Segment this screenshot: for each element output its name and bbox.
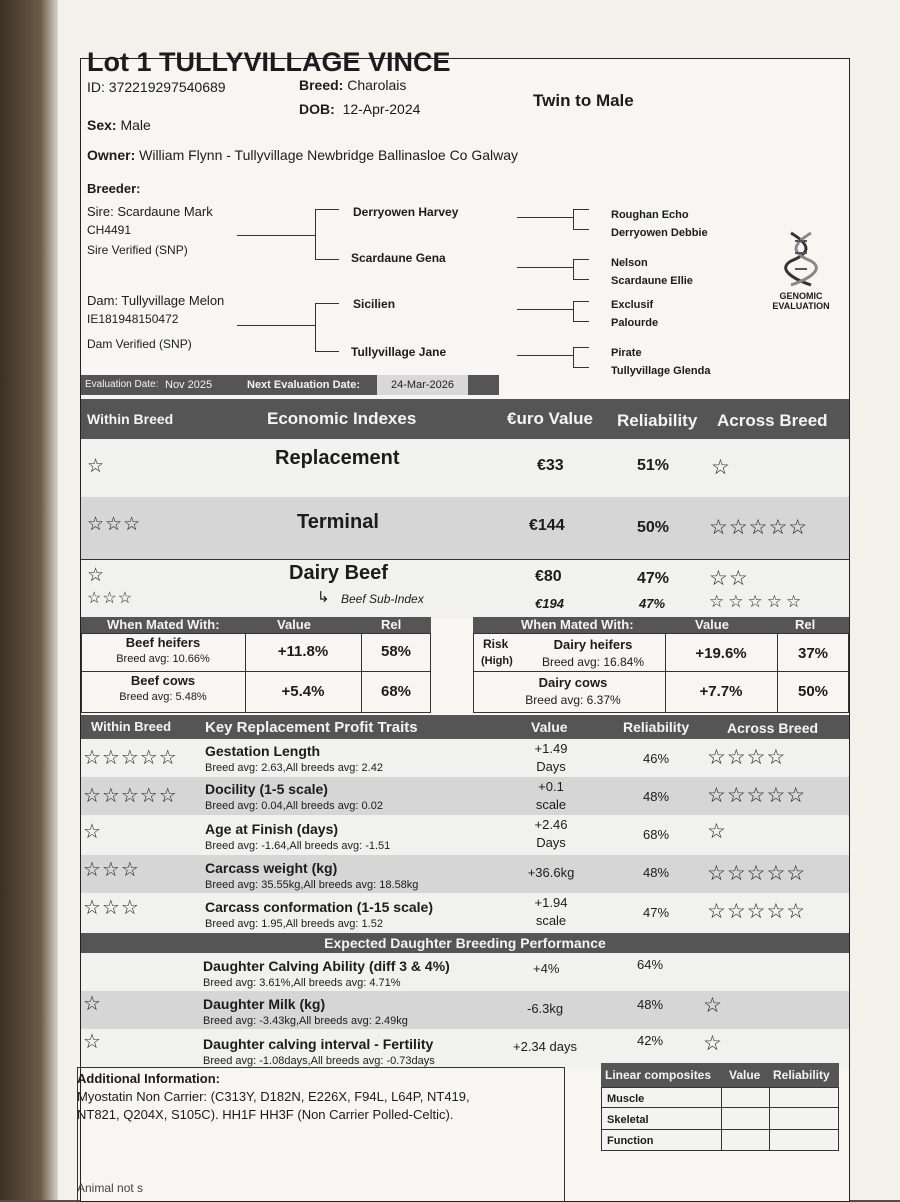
within-breed-heading: Within Breed <box>91 719 172 734</box>
index-name: Dairy Beef <box>289 562 388 584</box>
sex-label: Sex: <box>87 117 117 133</box>
dob-label: DOB: <box>299 101 335 117</box>
traits-header <box>81 715 849 739</box>
pedigree-line <box>517 355 573 356</box>
trait-value: +0.1 <box>538 779 564 794</box>
within-breed-stars: ☆ <box>87 565 106 586</box>
daughter-trait-name: Daughter calving interval - Fertility <box>203 1036 434 1052</box>
sire-sire: Derryowen Harvey <box>353 205 459 219</box>
pedigree-line <box>573 321 589 322</box>
additional-info-line: Myostatin Non Carrier: (C313Y, D182N, E226X, F94L, L64P, NT419, <box>77 1089 470 1104</box>
sire-dam: Scardaune Gena <box>351 251 446 265</box>
sub-index-value: €194 <box>535 596 564 611</box>
daughter-header: Expected Daughter Breeding Performance <box>81 933 849 953</box>
trait-row <box>81 777 849 815</box>
dam-verified: Dam Verified (SNP) <box>87 337 192 351</box>
index-name: Terminal <box>297 511 379 533</box>
trait-row <box>81 739 849 777</box>
table-divider <box>721 1087 722 1151</box>
pedigree-line <box>315 259 339 260</box>
trait-reliability: 46% <box>643 751 670 766</box>
pedigree-line <box>315 209 339 210</box>
table-divider <box>769 1087 770 1151</box>
daughter-row <box>81 991 849 1029</box>
next-evaluation-label: Next Evaluation Date: <box>247 379 361 391</box>
linear-row-function: Function <box>607 1135 654 1147</box>
mated-row-avg: Breed avg: 5.48% <box>119 691 207 703</box>
pedigree-line <box>315 209 316 259</box>
lot-title: Lot 1 TULLYVILLAGE VINCE <box>87 47 451 77</box>
trait-row <box>81 855 849 893</box>
across-breed-heading: Across Breed <box>727 720 819 736</box>
pedigree-line <box>573 209 589 210</box>
traits-heading: Key Replacement Profit Traits <box>205 719 418 736</box>
daughter-trait-avg: Breed avg: 3.61%,All breeds avg: 4.71% <box>203 977 401 989</box>
grandparent-4: Scardaune Ellie <box>611 275 693 287</box>
index-reliability: 47% <box>637 570 670 587</box>
dam-sire: Sicilien <box>353 297 396 311</box>
mated-row-name: Dairy heifers <box>553 637 633 652</box>
when-mated-heading: When Mated With: <box>521 617 634 632</box>
within-breed-stars: ☆☆☆ <box>83 859 140 881</box>
table-divider <box>601 1129 839 1130</box>
dob-line <box>299 101 420 117</box>
value-heading: Value <box>531 719 568 735</box>
pedigree-line <box>573 301 574 321</box>
dna-icon <box>781 231 821 287</box>
within-breed-stars: ☆ <box>83 993 102 1015</box>
trait-value: +1.94 <box>534 895 568 910</box>
table-divider <box>81 671 431 672</box>
within-breed-stars: ☆☆☆☆☆ <box>83 785 178 807</box>
across-breed-stars: ☆☆☆☆☆ <box>707 862 807 885</box>
across-breed-stars: ☆☆ <box>709 567 749 590</box>
evaluation-date-value: Nov 2025 <box>165 379 213 391</box>
euro-value-heading: €uro Value <box>507 409 593 428</box>
within-breed-stars: ☆ <box>83 1031 102 1053</box>
owner-value: William Flynn - Tullyvillage Newbridge Ballinasloe Co Galway <box>139 147 519 163</box>
index-name: Replacement <box>275 447 400 469</box>
across-breed-stars: ☆ <box>703 994 723 1017</box>
sex-line <box>87 117 151 133</box>
trait-value: +2.46 <box>534 817 568 832</box>
trait-avg: Breed avg: 1.95,All breeds avg: 1.52 <box>205 918 383 930</box>
mated-row-avg: Breed avg: 6.37% <box>525 693 621 707</box>
mated-left-header <box>81 617 431 633</box>
value-heading: Value <box>277 617 311 632</box>
pedigree-line <box>573 347 589 348</box>
grandparent-8: Tullyvillage Glenda <box>611 365 711 377</box>
index-euro-value: €80 <box>535 568 562 585</box>
pedigree-line <box>517 309 573 310</box>
trait-avg: Breed avg: -1.64,All breeds avg: -1.51 <box>205 840 391 852</box>
when-mated-heading: When Mated With: <box>107 617 220 632</box>
trait-reliability: 48% <box>643 789 670 804</box>
economic-indexes-header <box>81 399 849 439</box>
index-row-terminal <box>81 497 849 559</box>
pedigree-line <box>573 301 589 302</box>
daughter-trait-value: -6.3kg <box>527 1001 564 1016</box>
daughter-trait-reliability: 64% <box>637 957 664 972</box>
grandparent-5: Exclusif <box>611 299 654 311</box>
mated-row-value: +5.4% <box>281 683 325 700</box>
linear-row-skeletal: Skeletal <box>607 1114 649 1126</box>
across-breed-stars: ☆ <box>707 820 727 843</box>
sub-index-arrow-icon: ↳ <box>317 589 330 606</box>
pedigree-line <box>237 325 315 326</box>
trait-name: Gestation Length <box>205 743 321 759</box>
across-breed-stars: ☆☆☆☆☆ <box>707 784 807 807</box>
sex-value: Male <box>120 117 151 133</box>
mated-right-header <box>473 617 849 633</box>
value-heading: Value <box>695 617 729 632</box>
trait-avg: Breed avg: 35.55kg,All breeds avg: 18.58kg <box>205 879 419 891</box>
reliability-heading: Reliability <box>623 719 690 735</box>
grandparent-7: Pirate <box>611 347 642 359</box>
trait-unit: scale <box>535 913 567 928</box>
index-reliability: 51% <box>637 457 670 474</box>
mated-row-value: +11.8% <box>277 643 329 660</box>
within-breed-stars: ☆ <box>87 456 106 477</box>
across-breed-stars: ☆☆☆☆☆ <box>709 516 809 539</box>
within-breed-heading: Within Breed <box>87 411 174 427</box>
pedigree-line <box>573 259 574 279</box>
evaluation-date-label: Evaluation Date: <box>85 379 159 390</box>
sire-name: Sire: Scardaune Mark <box>87 204 213 219</box>
trait-row <box>81 893 849 933</box>
genomic-label-1: GENOMIC <box>779 291 823 301</box>
risk-level: (High) <box>481 655 513 667</box>
sire-verified: Sire Verified (SNP) <box>87 243 188 257</box>
mated-row-rel: 37% <box>797 645 829 662</box>
mated-row-name: Beef heifers <box>125 635 201 650</box>
trait-reliability: 47% <box>643 905 670 920</box>
next-evaluation-value: 24-Mar-2026 <box>377 375 468 395</box>
daughter-trait-avg: Breed avg: -1.08days,All breeds avg: -0.73days <box>203 1055 435 1067</box>
dam-name: Dam: Tullyvillage Melon <box>87 293 225 308</box>
daughter-row <box>81 953 849 991</box>
mated-row-name: Beef cows <box>130 673 196 688</box>
trait-name: Carcass weight (kg) <box>205 860 338 876</box>
breed-line <box>299 77 406 93</box>
daughter-row <box>81 1029 849 1067</box>
daughter-trait-value: +2.34 days <box>513 1039 577 1054</box>
owner-label: Owner: <box>87 147 136 163</box>
value-heading: Value <box>729 1068 761 1082</box>
reliability-heading: Reliability <box>617 411 698 430</box>
trait-avg: Breed avg: 2.63,All breeds avg: 2.42 <box>205 762 383 774</box>
daughter-trait-reliability: 48% <box>637 997 664 1012</box>
trait-unit: Days <box>536 759 566 774</box>
twin-note: Twin to Male <box>533 91 634 110</box>
pedigree-line <box>573 259 589 260</box>
linear-row-muscle: Muscle <box>607 1093 645 1105</box>
mated-row-value: +7.7% <box>699 683 743 700</box>
mated-row-avg: Breed avg: 10.66% <box>116 653 210 665</box>
mated-row-rel: 68% <box>380 683 412 700</box>
across-breed-stars: ☆ <box>711 456 731 479</box>
daughter-trait-reliability: 42% <box>637 1033 664 1048</box>
mated-row-rel: 58% <box>380 643 412 660</box>
trait-value: +36.6kg <box>527 865 575 880</box>
linear-composites-heading: Linear composites <box>605 1068 712 1082</box>
daughter-trait-name: Daughter Milk (kg) <box>203 996 326 1012</box>
trait-unit: Days <box>536 835 566 850</box>
sub-index-across-stars: ☆☆☆☆☆ <box>709 592 806 611</box>
index-euro-value: €144 <box>529 517 565 534</box>
owner-line <box>87 147 518 163</box>
across-breed-stars: ☆☆☆☆☆ <box>707 900 807 923</box>
pedigree-line <box>315 303 339 304</box>
risk-label: Risk <box>483 637 509 651</box>
reliability-heading: Reliability <box>773 1068 830 1082</box>
id-value: 372219297540689 <box>108 79 226 95</box>
sub-index-within-stars: ☆☆☆ <box>87 590 134 607</box>
id-label: ID: <box>87 79 105 95</box>
daughter-trait-value: +4% <box>533 961 560 976</box>
trait-unit: scale <box>535 797 567 812</box>
additional-info-line: NT821, Q204X, S105C). HH1F HH3F (Non Carrier Polled-Celtic). <box>77 1107 454 1122</box>
within-breed-stars: ☆☆☆☆☆ <box>83 747 178 769</box>
sub-index-name: Beef Sub-Index <box>341 592 424 606</box>
economic-indexes-heading: Economic Indexes <box>267 409 417 428</box>
dam-code: IE181948150472 <box>87 312 179 326</box>
binder-spine <box>0 0 58 1200</box>
breed-label: Breed: <box>299 77 344 93</box>
grandparent-6: Palourde <box>611 317 659 329</box>
genomic-label-2: EVALUATION <box>772 301 830 311</box>
pedigree-line <box>573 229 589 230</box>
daughter-trait-avg: Breed avg: -3.43kg,All breeds avg: 2.49kg <box>203 1015 408 1027</box>
trait-name: Carcass conformation (1-15 scale) <box>205 899 433 915</box>
index-reliability: 50% <box>637 519 670 536</box>
grandparent-3: Nelson <box>611 257 648 269</box>
mated-row-rel: 50% <box>797 683 829 700</box>
across-breed-stars: ☆☆☆☆ <box>707 746 787 769</box>
trait-value: +1.49 <box>534 741 568 756</box>
rel-heading: Rel <box>795 617 816 632</box>
lot-card <box>77 47 850 1202</box>
mated-row-value: +19.6% <box>695 645 747 662</box>
trait-reliability: 68% <box>643 827 670 842</box>
trait-row <box>81 815 849 855</box>
linear-composites-header <box>601 1063 839 1087</box>
pedigree-line <box>517 217 573 218</box>
sire-code: CH4491 <box>87 223 132 237</box>
mated-row-name: Dairy cows <box>538 675 608 690</box>
footer-note: Animal not s <box>77 1181 144 1195</box>
additional-info-box <box>77 1067 565 1202</box>
trait-name: Docility (1-5 scale) <box>205 781 328 797</box>
breed-value: Charolais <box>347 77 407 93</box>
pedigree-line <box>573 347 574 367</box>
trait-avg: Breed avg: 0.04,All breeds avg: 0.02 <box>205 800 383 812</box>
additional-info-label: Additional Information: <box>77 1071 220 1086</box>
pedigree-line <box>315 351 339 352</box>
id-line <box>87 79 226 95</box>
grandparent-1: Roughan Echo <box>611 209 689 221</box>
table-divider <box>601 1107 839 1108</box>
pedigree-line <box>237 235 315 236</box>
across-breed-stars: ☆ <box>703 1032 723 1055</box>
within-breed-stars: ☆☆☆ <box>83 897 140 919</box>
pedigree-line <box>573 367 589 368</box>
daughter-trait-name: Daughter Calving Ability (diff 3 & 4%) <box>203 958 450 974</box>
pedigree-line <box>517 267 573 268</box>
index-row-dairy-beef <box>81 559 849 618</box>
breeder-label: Breeder: <box>87 181 141 196</box>
across-breed-heading: Across Breed <box>717 411 828 430</box>
table-divider <box>473 671 849 672</box>
evaluation-bar <box>81 375 499 395</box>
rel-heading: Rel <box>381 617 402 632</box>
dob-value: 12-Apr-2024 <box>342 101 421 117</box>
trait-name: Age at Finish (days) <box>205 821 339 837</box>
within-breed-stars: ☆☆☆ <box>87 514 142 535</box>
mated-row-avg: Breed avg: 16.84% <box>541 655 645 669</box>
index-euro-value: €33 <box>537 457 564 474</box>
index-row-replacement <box>81 439 849 497</box>
grandparent-2: Derryowen Debbie <box>611 227 708 239</box>
trait-reliability: 48% <box>643 865 670 880</box>
dam-dam: Tullyvillage Jane <box>351 345 447 359</box>
within-breed-stars: ☆ <box>83 821 102 843</box>
sub-index-reliability: 47% <box>639 596 666 611</box>
pedigree-line <box>315 303 316 351</box>
pedigree-line <box>573 209 574 229</box>
pedigree-line <box>573 279 589 280</box>
